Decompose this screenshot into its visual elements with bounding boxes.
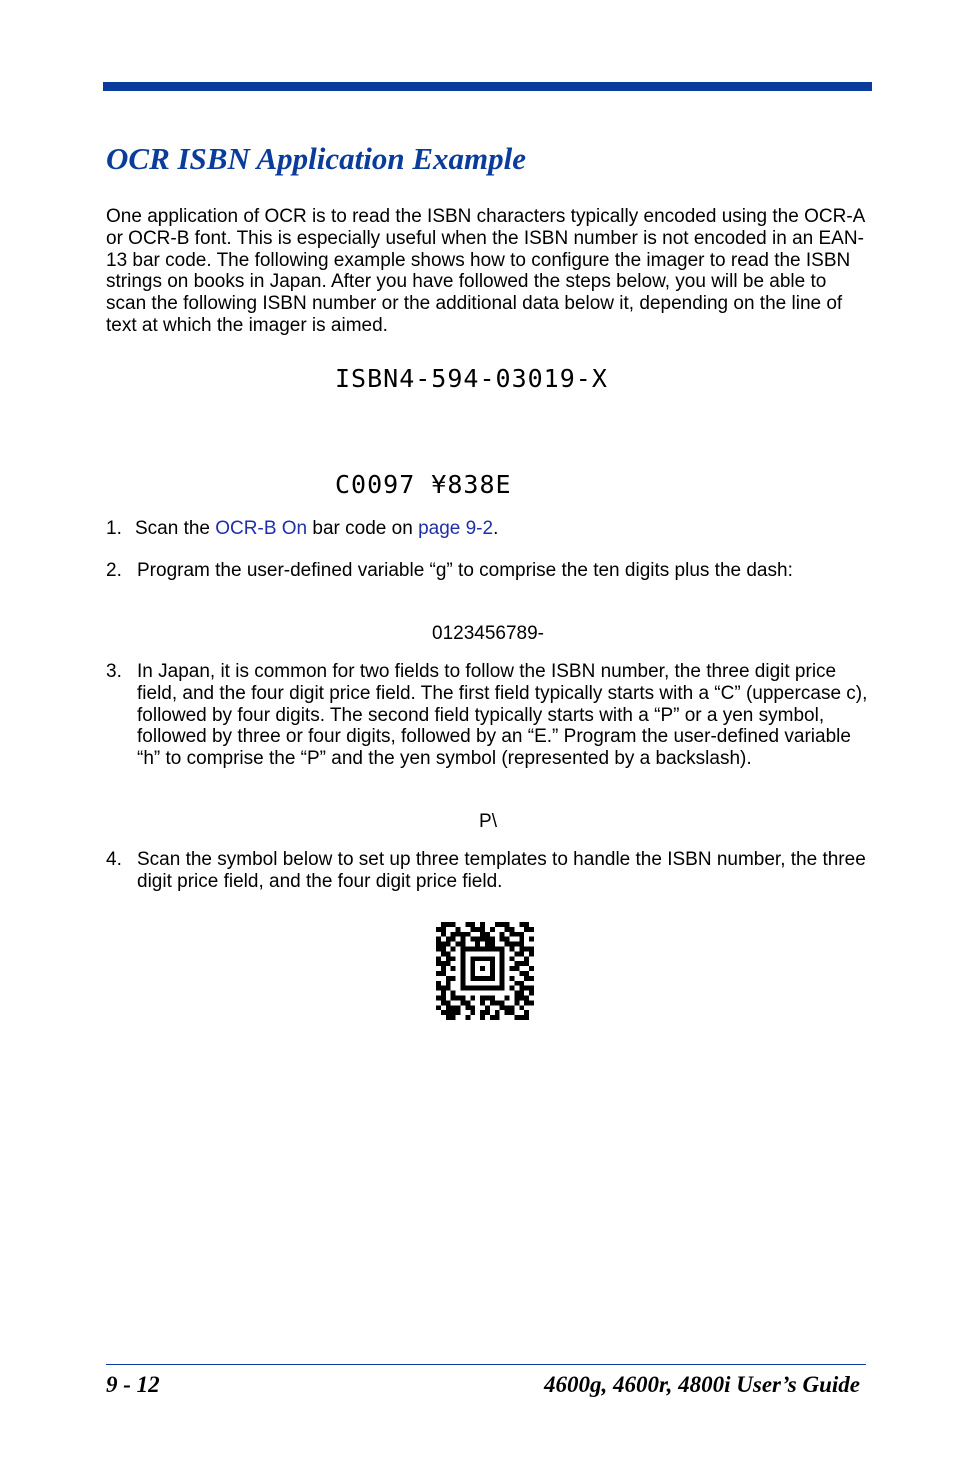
ocr-sample-price: C0097 ¥838E [335,470,512,499]
step-text-middle: bar code on [307,518,419,539]
footer-rule [106,1364,866,1365]
page-9-2-link[interactable]: page 9-2 [418,518,494,539]
step-number: 4. [106,849,122,870]
aztec-barcode [436,921,534,1021]
ocr-sample-isbn: ISBN4-594-03019-X [335,364,608,393]
step-text-suffix: . [493,518,499,539]
variable-h-value: P\ [479,811,497,832]
step-text-prefix: Scan the [135,518,216,539]
variable-g-value: 0123456789- [432,623,544,644]
step-text: Program the user-defined variable “g” to comprise the ten digits plus the dash: [137,560,793,581]
step-number: 3. [106,661,122,682]
step-2 [106,560,870,582]
step-number: 2. [106,560,122,581]
page-title: OCR ISBN Application Example [106,141,526,176]
header-rule [103,82,872,91]
step-4 [106,849,870,893]
page-number: 9 - 12 [106,1372,160,1397]
step-3 [106,661,870,770]
ocr-b-on-link[interactable]: OCR-B On [215,518,308,539]
step-1 [106,518,870,540]
guide-title: 4600g, 4600r, 4800i User’s Guide [543,1372,860,1397]
step-text [135,518,870,540]
intro-paragraph: One application of OCR is to read the ISBN characters typically encoded using the OCR-A or OCR-B font. This is especially useful when the ISBN number is not encoded in an EAN-13 bar code. The following example shows how to configure the imager to read the ISBN strings on books in Japan. After you have followed the steps below, you will be able to scan the following ISBN number or the additional data below it, depending on the line of text at which the imager is aimed. [106,206,865,336]
step-text: In Japan, it is common for two fields to follow the ISBN number, the three digit price field, and the four digit price field. The first field typically starts with a “C” (uppercase c), followed by four digits. The second field typically starts with a “P” or a yen symbol, followed by three or four digits, followed by an “E.” Program the user-defined variable “h” to comprise the “P” and the yen symbol (represented by a backslash). [137,661,868,770]
step-number: 1. [106,518,122,539]
step-text: Scan the symbol below to set up three templates to handle the ISBN number, the three digit price field, and the four digit price field. [137,849,866,892]
